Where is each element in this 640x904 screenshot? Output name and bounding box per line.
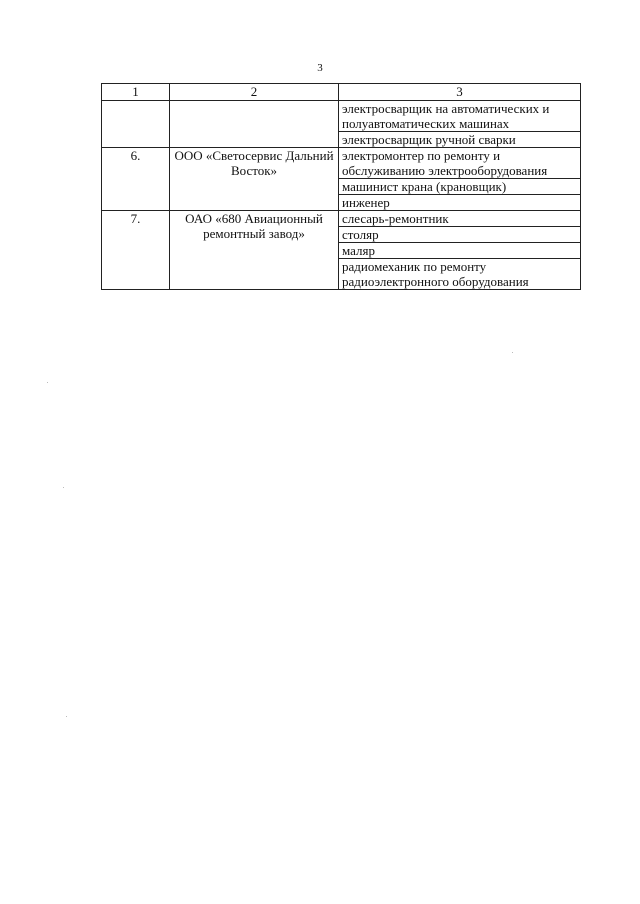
organization-cell: ООО «Светосервис Дальний Восток» [170, 148, 339, 211]
row-number-cell [102, 101, 170, 148]
scan-speck [63, 487, 64, 488]
organization-cell [170, 101, 339, 148]
column-header-1: 1 [102, 84, 170, 101]
profession-cell: столяр [339, 227, 581, 243]
scan-speck [66, 716, 67, 717]
organization-cell: ОАО «680 Авиационный ремонтный завод» [170, 211, 339, 290]
row-number-cell: 7. [102, 211, 170, 290]
table-row [102, 101, 581, 132]
profession-cell: электромонтер по ремонту и обслуживанию электрооборудования [339, 148, 581, 179]
scan-speck [47, 382, 48, 383]
profession-cell: слесарь-ремонтник [339, 211, 581, 227]
table-row [102, 148, 581, 179]
profession-cell: электросварщик на автоматических и полуавтоматических машинах [339, 101, 581, 132]
table-row [102, 211, 581, 227]
scan-speck [512, 352, 513, 353]
profession-cell: маляр [339, 243, 581, 259]
profession-cell: электросварщик ручной сварки [339, 132, 581, 148]
row-number-cell: 6. [102, 148, 170, 211]
page-number: 3 [317, 62, 323, 74]
professions-table [101, 83, 581, 290]
profession-cell: машинист крана (крановщик) [339, 179, 581, 195]
table-header-row [102, 84, 581, 101]
profession-cell: инженер [339, 195, 581, 211]
profession-cell: радиомеханик по ремонту радиоэлектронного оборудования [339, 259, 581, 290]
column-header-3: 3 [339, 84, 581, 101]
column-header-2: 2 [170, 84, 339, 101]
